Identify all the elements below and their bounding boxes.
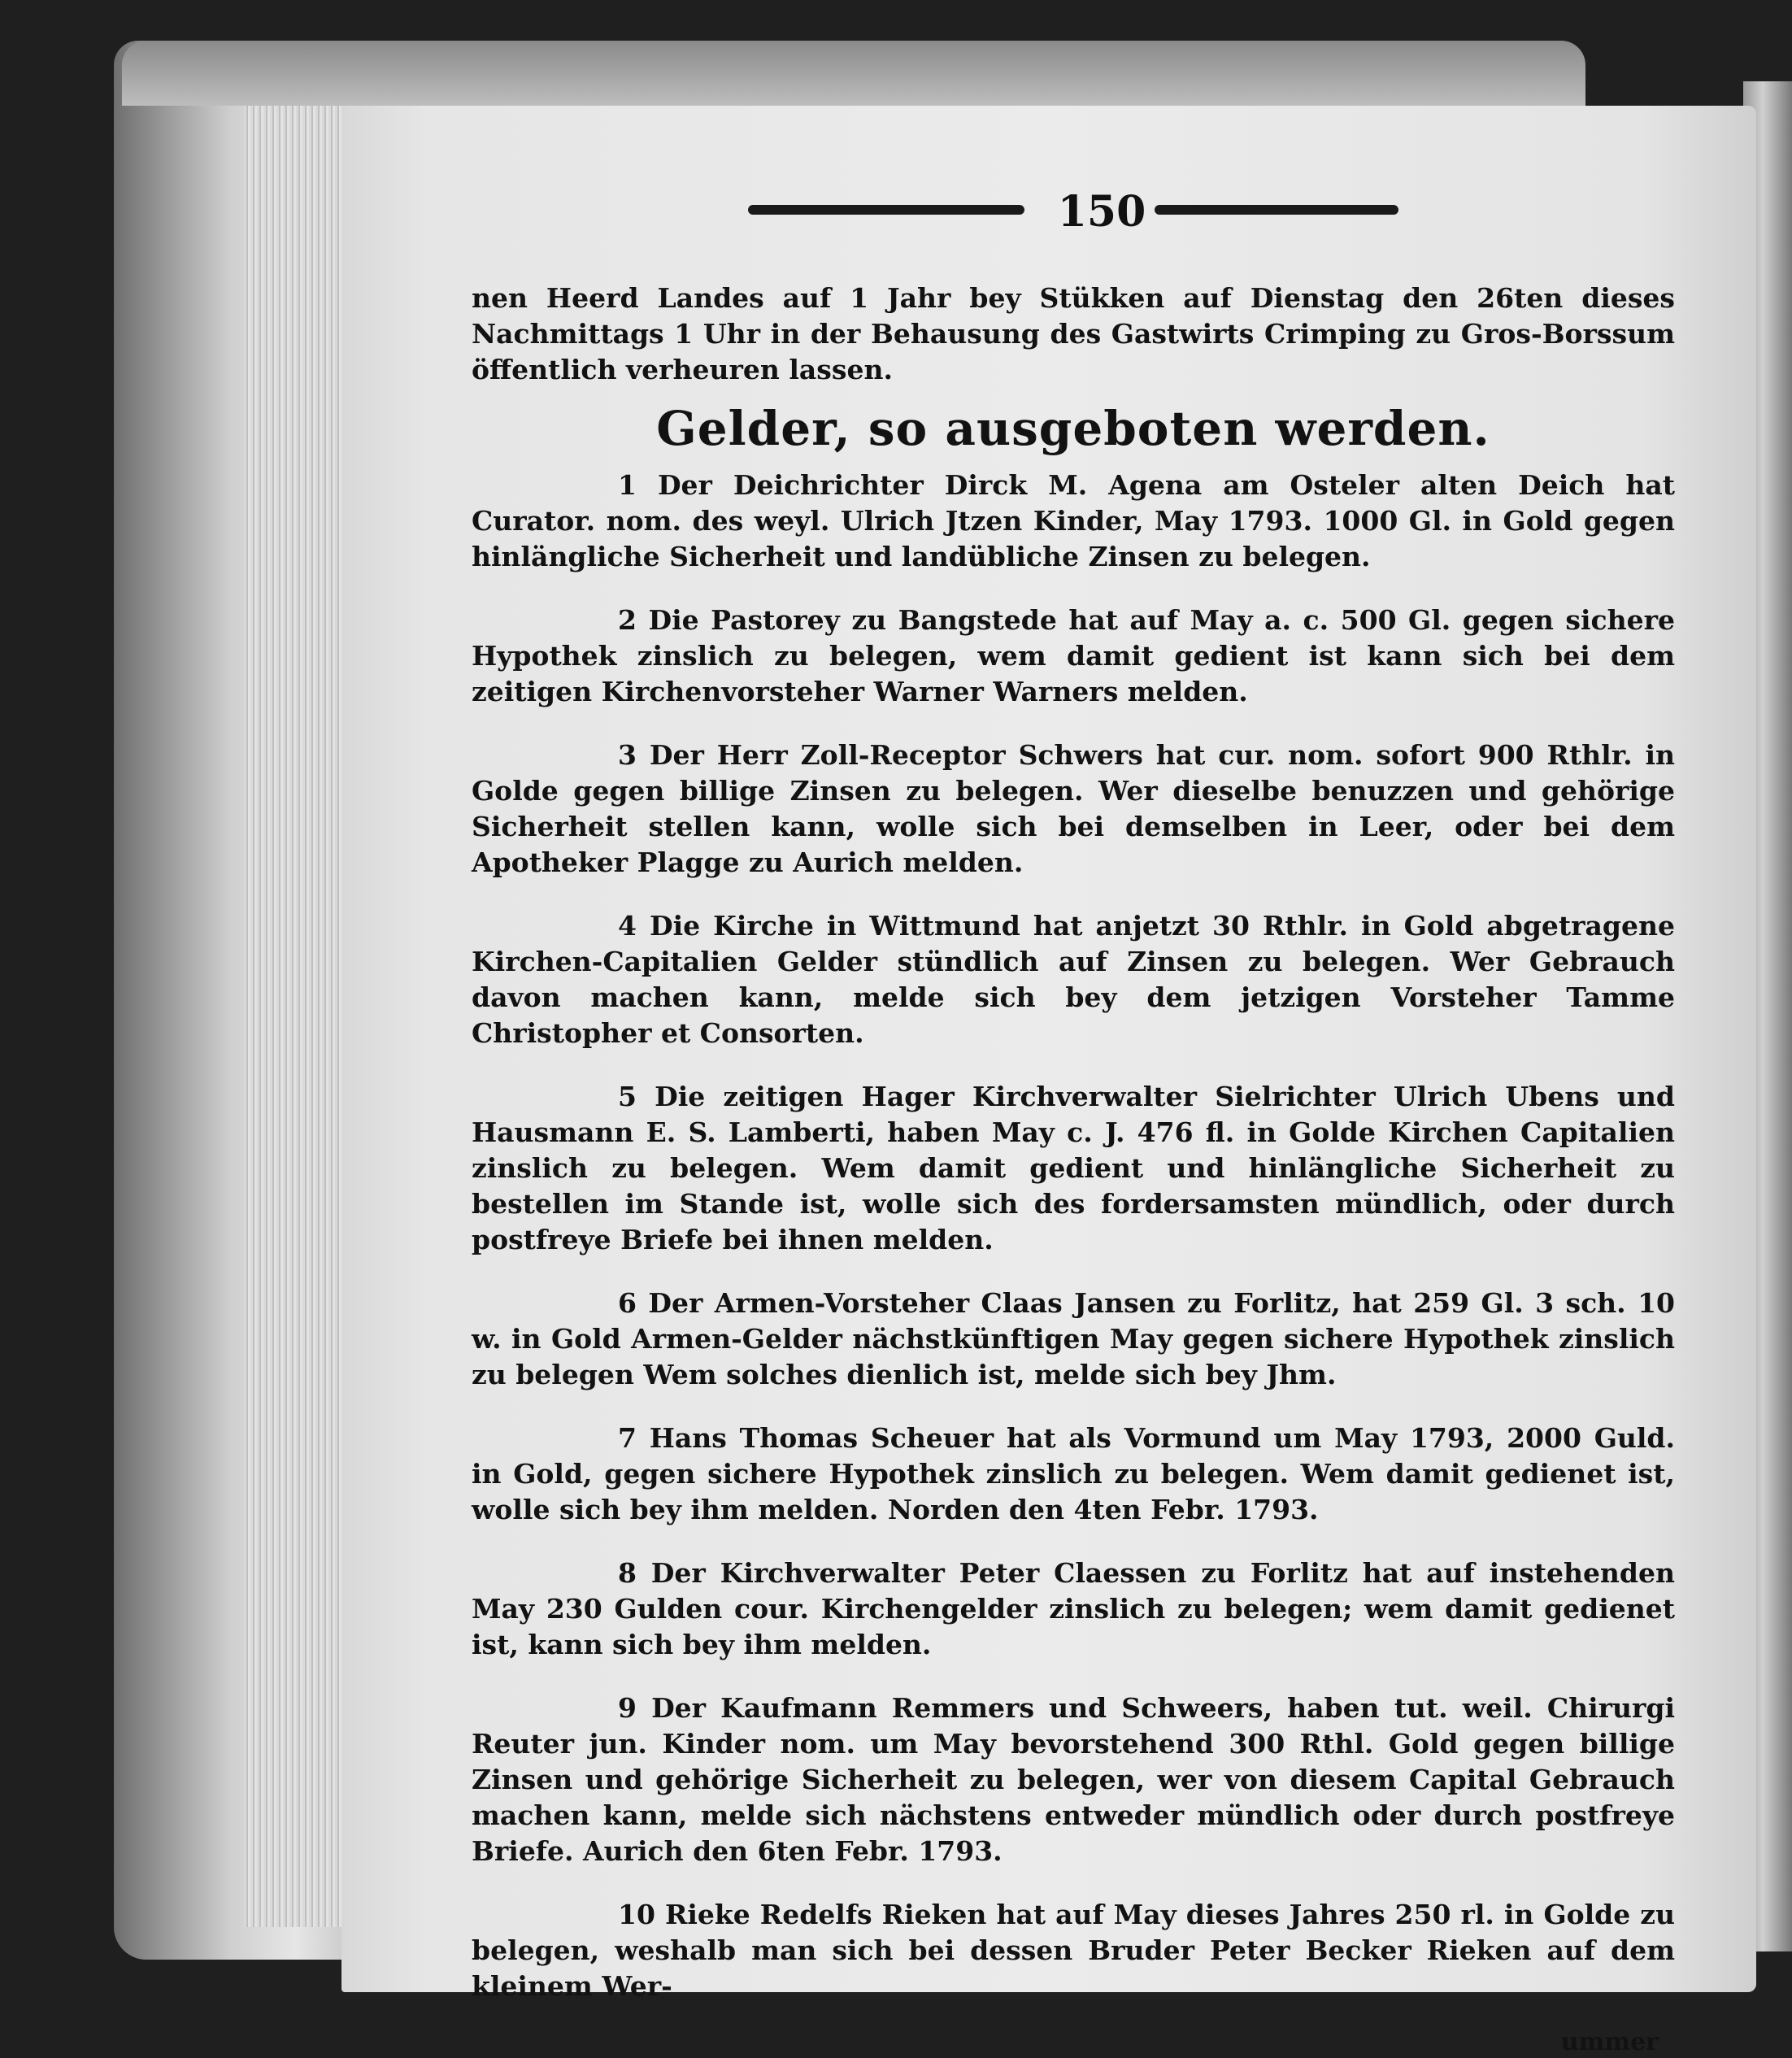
book-page (341, 106, 1756, 2056)
page-stack-edges (244, 106, 358, 1927)
notice-entry-6: 6 Der Armen-Vorsteher Claas Jansen zu Forlitz, hat 259 Gl. 3 sch. 10 w. in Gold Armen-Gelder nächstkünftigen May gegen sichere Hypothek zinslich zu belegen Wem solches dienlich ist, melde sich bey Jhm. (472, 1287, 1675, 1390)
catchword: ummer (1560, 2028, 1659, 2056)
page-header (341, 187, 1756, 236)
header-rule-right (1155, 205, 1398, 215)
book-cover-top (122, 41, 1585, 106)
page-number: 150 (1057, 187, 1146, 237)
notice-entry-3: 3 Der Herr Zoll-Receptor Schwers hat cur. nom. sofort 900 Rthlr. in Golde gegen billige Zinsen zu belegen. Wer dieselbe benuzzen und gehörige Sicherheit stellen kann, wolle sich bei demselben in Leer, oder bei dem Apotheker Plagge zu Aurich melden. (472, 739, 1675, 878)
notice-entry-4: 4 Die Kirche in Wittmund hat anjetzt 30 Rthlr. in Gold abgetragene Kirchen-Capitalien Gelder stündlich auf Zinsen zu belegen. Wer Gebrauch davon machen kann, melde sich bey dem jetzigen Vorsteher Tamme Christopher et Consorten. (472, 910, 1675, 1049)
notice-entry-5: 5 Die zeitigen Hager Kirchverwalter Sielrichter Ulrich Ubens und Hausmann E. S. Lamberti, haben May c. J. 476 fl. in Golde Kirchen Capitalien zinslich zu belegen. Wem damit gedient und hinlängliche Sicherheit zu bestellen im Stande ist, wolle sich des fordersamsten mündlich, oder durch postfreye Briefe bei ihnen melden. (472, 1081, 1675, 1255)
notice-entry-1: 1 Der Deichrichter Dirck M. Agena am Osteler alten Deich hat Curator. nom. des weyl. Ulrich Jtzen Kinder, May 1793. 1000 Gl. in Gold gegen hinlängliche Sicherheit und landübliche Zinsen zu belegen. (472, 469, 1675, 572)
notice-entry-10: 10 Rieke Redelfs Rieken hat auf May dieses Jahres 250 rl. in Golde zu belegen, weshalb man sich bei dessen Bruder Peter Becker Rieken auf dem kleinem Wer- (472, 1899, 1675, 2002)
continued-paragraph: nen Heerd Landes auf 1 Jahr bey Stükken auf Dienstag den 26ten dieses Nachmittags 1 Uhr in der Behausung des Gastwirts Crimping zu Gros-Borssum öffentlich verheuren lassen. (472, 282, 1675, 385)
notice-entry-7: 7 Hans Thomas Scheuer hat als Vormund um May 1793, 2000 Guld. in Gold, gegen sichere Hypothek zinslich zu belegen. Wem damit gedienet ist, wolle sich bey ihm melden. Norden den 4ten Febr. 1793. (472, 1422, 1675, 1525)
page-body (472, 281, 1675, 2058)
notice-entry-9: 9 Der Kaufmann Remmers und Schweers, haben tut. weil. Chirurgi Reuter jun. Kinder nom. um May bevorstehend 300 Rthl. Gold gegen billige Zinsen und gehörige Sicherheit zu belegen, wer von diesem Capital Gebrauch machen kann, melde sich nächstens entweder mündlich oder durch postfreye Briefe. Aurich den 6ten Febr. 1793. (472, 1692, 1675, 1867)
notice-entry-2: 2 Die Pastorey zu Bangstede hat auf May a. c. 500 Gl. gegen sichere Hypothek zinslich zu belegen, wem damit gedient ist kann sich bei dem zeitigen Kirchenvorsteher Warner Warners melden. (472, 604, 1675, 707)
section-heading: Gelder, so ausgeboten werden. (656, 401, 1490, 456)
notice-entry-8: 8 Der Kirchverwalter Peter Claessen zu Forlitz hat auf instehenden May 230 Gulden cour. Kirchengelder zinslich zu belegen; wem damit gedienet ist, kann sich bey ihm melden. (472, 1557, 1675, 1660)
header-rule-left (748, 205, 1024, 215)
